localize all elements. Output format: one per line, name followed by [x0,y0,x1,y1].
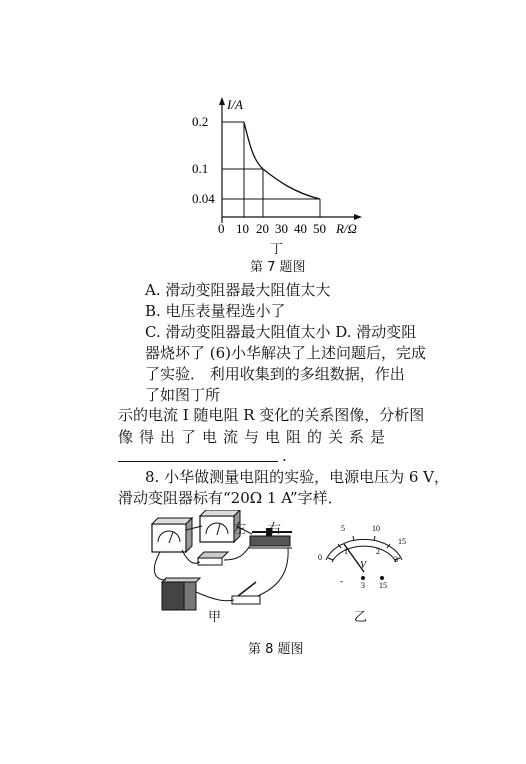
dial-bottom-2: 2 [376,547,380,556]
x-tick-10: 10 [236,221,249,236]
wire [224,546,250,560]
question-8-line-1: 8. 小华做测量电阻的实验，电源电压为 6 V， [145,468,449,486]
figure-8-voltmeter-dial [316,522,412,590]
y-tick-0.04: 0.04 [192,191,215,206]
option-a: A. 滑动变阻器最大阻值太大 [145,281,331,299]
terminal-knob [380,576,384,580]
dial-top-15: 15 [398,537,406,546]
x-tick-20: 20 [256,221,269,236]
ammeter [152,518,192,552]
x-tick-40: 40 [294,221,307,236]
option-b: B. 电压表量程选小了 [145,302,286,320]
question-6-line-2: 像得出了电流与电阻的关系是 [118,428,392,446]
dial-top-10: 10 [372,524,380,533]
i-r-curve [244,122,320,199]
rheostat-left-label: 左 [233,521,247,536]
switch [232,582,260,604]
terminal-knob [361,576,365,580]
x-axis-label: R/Ω [336,221,357,236]
figure-7-caption: 第 7 题图 [250,260,306,275]
y-axis-arrow [219,97,225,105]
option-d-cont: 器烧坏了 (6)小华解决了上述问题后，完成 [145,344,427,362]
resistor [198,552,228,565]
dial-bottom-0: 0 [318,553,322,562]
figure-7-graph [190,95,370,240]
y-tick-0.2: 0.2 [192,114,209,129]
terminal-minus: - [340,576,343,586]
wire [154,552,166,580]
question-6-text-1: 了实验． 利用收集到的多组数据，作出 [145,365,405,383]
dial-top-5: 5 [341,524,345,533]
wire [196,592,234,601]
figure-8-sublabel-a: 甲 [208,610,222,625]
terminal-15: 15 [379,581,387,590]
figure-7-sublabel: 丁 [270,242,284,257]
y-tick-0.1: 0.1 [192,161,209,176]
answer-end-mark: . [282,447,287,465]
dial-bottom-1: 1 [344,547,348,556]
question-8-line-2: 滑动变阻器标有“20Ω 1 A”字样． [118,489,343,507]
x-tick-30: 30 [275,221,288,236]
figure-8-caption: 第 8 题图 [248,642,304,657]
terminal-3: 3 [361,581,365,590]
rheostat-right-label: 右 [268,521,282,536]
figure-8-sublabel-b: 乙 [354,610,368,625]
dial-arc-outer [326,539,402,560]
x-tick-0: 0 [218,221,225,236]
x-axis-arrow [354,214,362,220]
x-tick-50: 50 [313,221,326,236]
option-c-d: C. 滑动变阻器最大阻值太小 D. 滑动变阻 [145,323,417,341]
dial-symbol-v: V [360,560,367,571]
question-6-line-1: 示的电流 I 随电阻 R 变化的关系图像，分析图 [118,406,425,424]
answer-blank[interactable] [118,461,278,462]
y-axis-label: I/A [227,97,243,112]
battery [162,578,200,610]
dial-bottom-3: 3 [394,555,398,564]
wire [258,548,288,596]
question-6-text-2: 了如图丁所 [145,386,221,404]
